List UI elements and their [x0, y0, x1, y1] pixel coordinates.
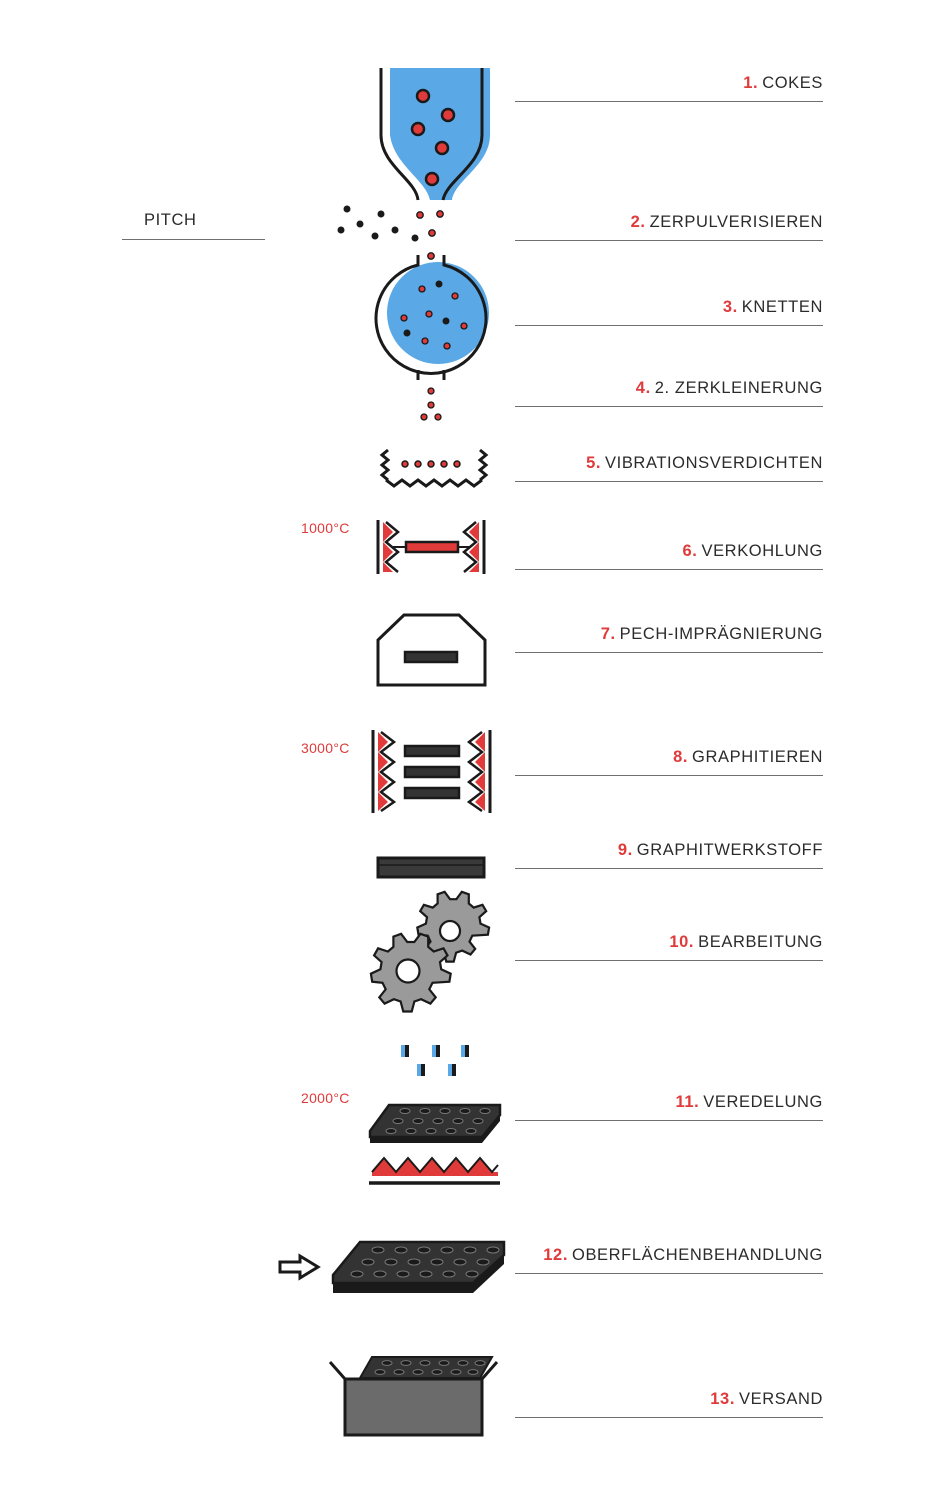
- step-5-vibration: [515, 447, 823, 482]
- step-3-knead: [515, 291, 823, 326]
- refining-drops-icon: [401, 1045, 469, 1076]
- step-1-cokes: [515, 67, 823, 102]
- impregnation-vessel-icon: [378, 615, 485, 685]
- step-number: 4.: [635, 379, 651, 397]
- step-2-pulverize: [515, 206, 823, 241]
- step-number: 11.: [675, 1093, 700, 1111]
- carbonization-temperature: 1000°C: [301, 520, 350, 536]
- grinding-particles-icon: [421, 388, 441, 420]
- vibration-icon: [382, 450, 486, 486]
- step-12-surface-treatment: [515, 1239, 823, 1274]
- graphitization-temperature: 3000°C: [301, 740, 350, 756]
- step-number: 12.: [543, 1246, 569, 1264]
- refining-heat-icon: [369, 1158, 500, 1183]
- step-6-carbonization: [515, 535, 823, 570]
- arrow-right-icon: [280, 1256, 318, 1278]
- kneading-sphere-icon: [376, 255, 489, 380]
- step-name: VEREDELUNG: [703, 1093, 823, 1111]
- pitch-text: PITCH: [144, 211, 197, 229]
- step-number: 2.: [630, 213, 646, 231]
- step-10-machining: [515, 926, 823, 961]
- step-9-graphite-material: [515, 834, 823, 869]
- step-number: 1.: [743, 74, 759, 92]
- step-name: VERSAND: [739, 1390, 823, 1408]
- carbonization-furnace-icon: [378, 520, 484, 574]
- step-name: GRAPHITWERKSTOFF: [636, 841, 823, 859]
- step-number: 5.: [586, 454, 602, 472]
- step-name: KNETTEN: [741, 298, 823, 316]
- graphitization-furnace-icon: [373, 730, 490, 813]
- step-number: 3.: [722, 298, 738, 316]
- surface-plate-icon: [333, 1242, 504, 1293]
- step-name: PECH-IMPRÄGNIERUNG: [619, 625, 823, 643]
- pitch-label: [122, 206, 265, 240]
- step-number: 10.: [669, 933, 695, 951]
- step-8-graphitization: [515, 741, 823, 776]
- refining-plate-icon: [370, 1105, 500, 1143]
- machining-gears-icon: [371, 892, 489, 1012]
- step-name: ZERPULVERISIEREN: [649, 213, 823, 231]
- step-name: VIBRATIONSVERDICHTEN: [605, 454, 823, 472]
- step-11-refining: [515, 1086, 823, 1121]
- step-name: VERKOHLUNG: [701, 542, 823, 560]
- step-number: 8.: [673, 748, 689, 766]
- step-name: BEARBEITUNG: [698, 933, 823, 951]
- graphite-block-icon: [378, 858, 484, 877]
- step-7-pitch-impregnation: [515, 618, 823, 653]
- vibration-particles-icon: [402, 461, 460, 467]
- step-number: 6.: [682, 542, 698, 560]
- shipping-box-icon: [330, 1357, 497, 1435]
- step-4-second-grinding: [515, 372, 823, 407]
- powder-particles-icon: [338, 206, 444, 260]
- step-name: GRAPHITIEREN: [692, 748, 823, 766]
- step-number: 13.: [710, 1390, 736, 1408]
- step-number: 7.: [600, 625, 616, 643]
- refining-temperature: 2000°C: [301, 1090, 350, 1106]
- step-name: 2. ZERKLEINERUNG: [654, 379, 823, 397]
- step-number: 9.: [617, 841, 633, 859]
- coke-hopper-icon: [381, 68, 490, 200]
- step-name: OBERFLÄCHENBEHANDLUNG: [572, 1246, 823, 1264]
- step-13-shipping: [515, 1383, 823, 1418]
- step-name: COKES: [762, 74, 823, 92]
